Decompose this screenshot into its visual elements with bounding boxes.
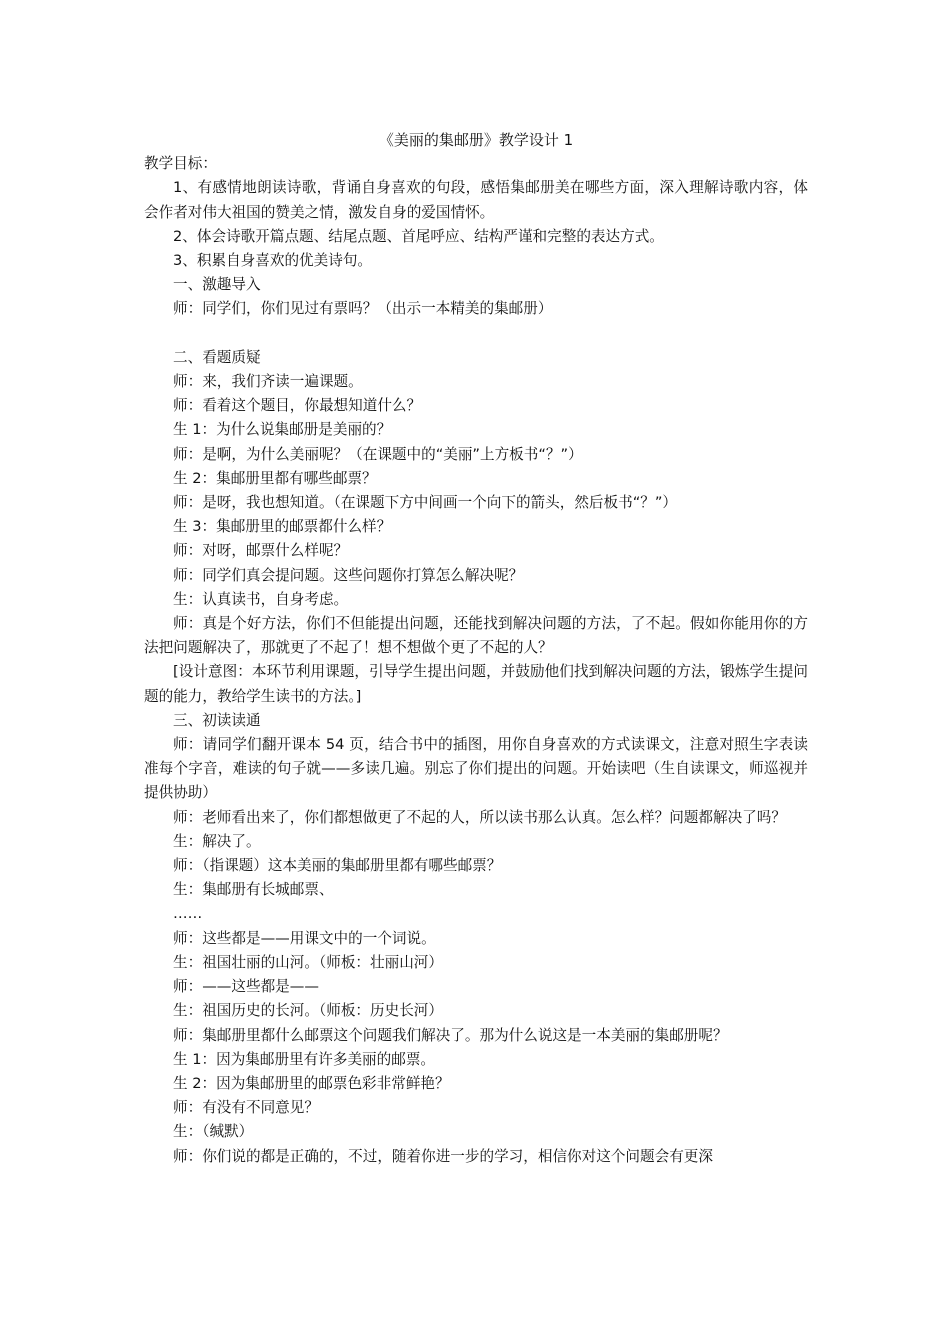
blank-line [144,322,808,346]
text-line: …… [173,905,203,923]
text-line: 师：来，我们齐读一遍课题。 [173,373,363,391]
text-line: 师：对呀，邮票什么样呢？ [173,542,349,560]
text-line: 生：祖国壮丽的山河。（师板：壮丽山河） [173,953,443,971]
text-line: 师：老师看出来了，你们都想做更了不起的人，所以读书那么认真。怎么样？问题都解决了吗？ [173,808,786,826]
text-line: 生：认真读书，自身考虑。 [173,590,349,608]
text-line: 一、激趣导入 [173,276,261,294]
text-line: 生 1：因为集邮册里有许多美丽的邮票。 [173,1050,436,1068]
text-line: 生 2：因为集邮册里的邮票色彩非常鲜艳？ [173,1074,450,1092]
document-page [144,128,808,1169]
text-line: 3、积累自身喜欢的优美诗句。 [173,252,373,270]
text-line: 生：集邮册有长城邮票、 [173,881,334,899]
text-line: 师：有没有不同意见？ [173,1099,319,1117]
text-line: 师：真是个好方法，你们不但能提出问题，还能找到解决问题的方法，了不起。假如你能用你的方法把问题解决了，那就更了不起了！想不想做个更了不起的人？ [144,615,808,657]
text-line: 师：同学们，你们见过有票吗？（出示一本精美的集邮册） [173,300,553,318]
text-line: 生 1：为什么说集邮册是美丽的？ [173,421,392,439]
text-line: 师：你们说的都是正确的，不过，随着你进一步的学习，相信你对这个问题会有更深 [173,1147,713,1165]
text-line: 师：请同学们翻开课本 54 页，结合书中的插图，用你自身喜欢的方式读课文，注意对照生字表读准每个字音，难读的句子就——多读几遍。别忘了你们提出的问题。开始读吧（生自读课文，师巡视并提供协助） [144,736,808,802]
text-line: 二、看题质疑 [173,348,261,366]
document-body [144,152,808,1169]
text-line: 师：是呀，我也想知道。（在课题下方中间画一个向下的箭头，然后板书“？”） [173,494,678,512]
text-line: 师：同学们真会提问题。这些问题你打算怎么解决呢？ [173,566,524,584]
text-line: 生：解决了。 [173,832,261,850]
text-line: 师：是啊，为什么美丽呢？（在课题中的“美丽”上方板书“？”） [173,445,583,463]
text-line: 师：看着这个题目，你最想知道什么？ [173,397,422,415]
text-line: [设计意图：本环节利用课题，引导学生提出问题，并鼓励他们找到解决问题的方法，锻炼学生提问题的能力，教给学生读书的方法。] [144,663,808,705]
text-line: 三、初读读通 [173,711,261,729]
text-line: 1、有感情地朗读诗歌，背诵自身喜欢的句段，感悟集邮册美在哪些方面，深入理解诗歌内容，体会作者对伟大祖国的赞美之情，激发自身的爱国情怀。 [144,179,808,221]
text-line: 教学目标： [144,155,217,173]
text-line: 师：集邮册里都什么邮票这个问题我们解决了。那为什么说这是一本美丽的集邮册呢？ [173,1026,728,1044]
text-line: 生 2：集邮册里都有哪些邮票？ [173,469,377,487]
text-line: 生：（缄默） [173,1123,254,1141]
document-title: 《美丽的集邮册》教学设计 1 [378,131,574,149]
text-line: 师：这些都是——用课文中的一个词说。 [173,929,436,947]
text-line: 2、体会诗歌开篇点题、结尾点题、首尾呼应、结构严谨和完整的表达方式。 [173,227,664,245]
text-line: 师：——这些都是—— [173,978,319,996]
text-line: 师：（指课题）这本美丽的集邮册里都有哪些邮票？ [173,857,502,875]
text-line: 生 3：集邮册里的邮票都什么样？ [173,518,392,536]
text-line: 生：祖国历史的长河。（师板：历史长河） [173,1002,443,1020]
